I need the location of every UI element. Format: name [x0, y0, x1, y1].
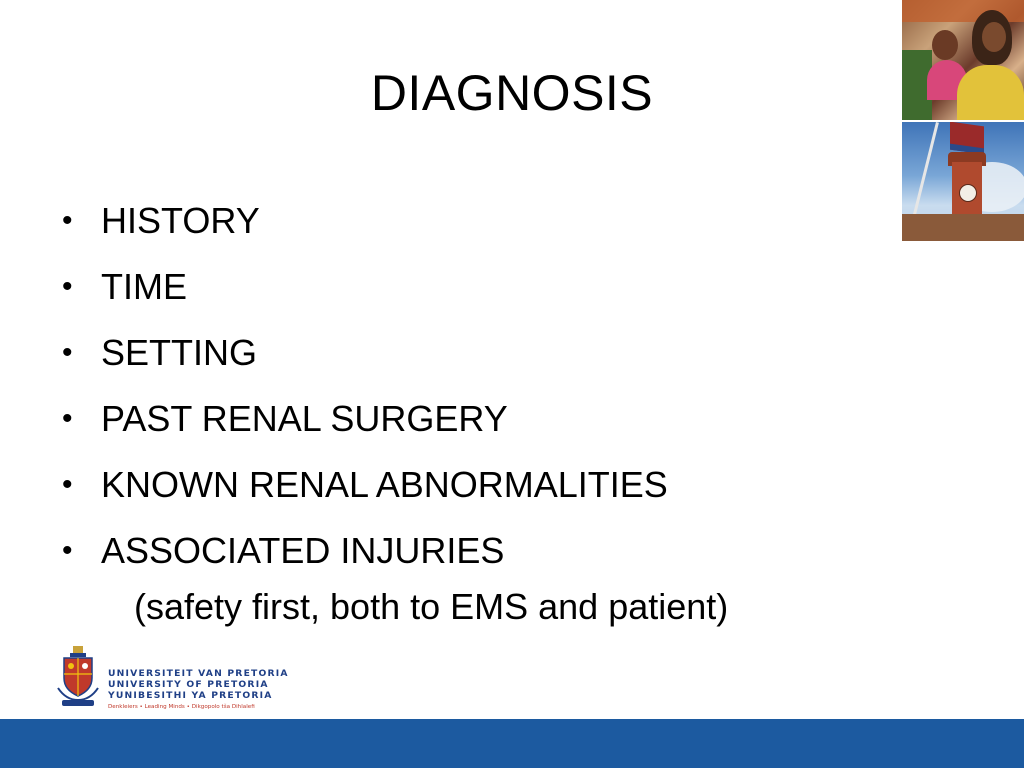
bullet-dot-icon: • — [62, 270, 73, 303]
bullet-dot-icon: • — [62, 204, 73, 237]
bullet-item — [60, 386, 668, 452]
bullet-text: ASSOCIATED INJURIES — [101, 530, 505, 571]
bullet-dot-icon: • — [62, 402, 73, 435]
logo-line-sepedi: YUNIBESITHI YA PRETORIA — [108, 690, 273, 701]
logo-line-afrikaans: UNIVERSITEIT VAN PRETORIA — [108, 668, 289, 679]
clock-tower-photo — [902, 122, 1024, 241]
bullet-dot-icon: • — [62, 534, 73, 567]
logo-motto: Denkleiers • Leading Minds • Dikgopolo tša Dihlalefi — [108, 704, 255, 710]
bullet-item — [60, 188, 668, 254]
bullet-text: KNOWN RENAL ABNORMALITIES — [101, 464, 668, 505]
footer-band — [0, 719, 1024, 768]
university-logo — [56, 644, 289, 714]
bullet-item — [60, 254, 668, 320]
bullet-item — [60, 452, 668, 518]
logo-text-block — [108, 668, 289, 712]
bullet-dot-icon: • — [62, 336, 73, 369]
bullet-text: PAST RENAL SURGERY — [101, 398, 508, 439]
bullet-text: SETTING — [101, 332, 258, 373]
bullet-text: TIME — [101, 266, 187, 307]
logo-line-english: UNIVERSITY OF PRETORIA — [108, 679, 269, 690]
sub-note: (safety first, both to EMS and patient) — [134, 586, 729, 627]
bullet-list — [60, 188, 668, 584]
bullet-text: HISTORY — [101, 200, 260, 241]
bullet-item — [60, 320, 668, 386]
slide-title: DIAGNOSIS — [370, 65, 654, 121]
bullet-dot-icon: • — [62, 468, 73, 501]
university-crest-icon — [56, 644, 100, 710]
